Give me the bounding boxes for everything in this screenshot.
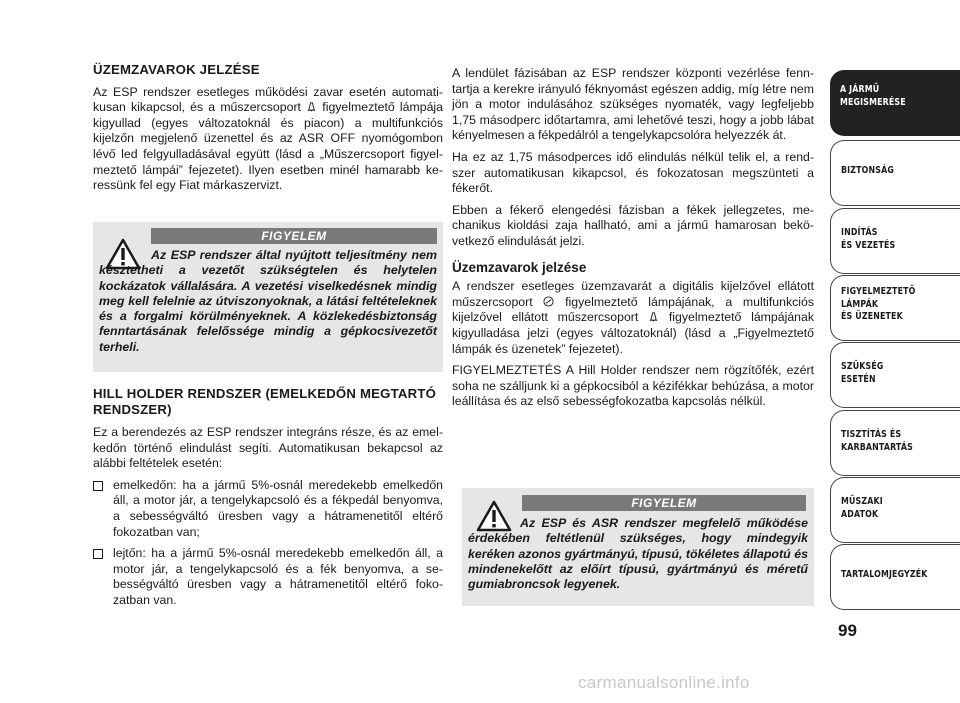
- tab-starting-driving[interactable]: [830, 208, 960, 274]
- warning-text: Az ESP és ASR rendszer megfelelő működése érdekében feltétlenül szükséges, hogy mindegyik keréken azonos gyártmányú, típusú, tökéletes állapotú és mindenekelőtt az előírt típusú, gyártmányú és méretű gumiabroncsok legyenek.: [468, 516, 808, 592]
- list-item: [93, 478, 443, 540]
- tab-label: INDÍTÁS ÉS VEZETÉS: [841, 227, 896, 251]
- tab-label: TISZTÍTÁS ÉS KARBANTARTÁS: [841, 429, 913, 453]
- list-item: [93, 546, 443, 608]
- tab-warning-lamps[interactable]: [830, 275, 960, 341]
- checkbox-bullet-icon: [93, 481, 103, 491]
- tab-safety[interactable]: [830, 140, 960, 206]
- tab-technical-data[interactable]: [830, 477, 960, 543]
- tab-index[interactable]: [830, 544, 960, 610]
- paragraph-start-phase: A lendület fázisában az ESP rendszer központi vezérlése fenntartja a kerekre irányuló féknyomást egészen addig, míg létre nem jön a motor indulásához szükséges nyomaték, vagy legfeljebb 1,75 másodperc időtartamra, ami lehetővé teszi, hogy a jobb lábat kényelmesen a fékpedálról a tengelykapcsolóra helyezzék át.: [452, 66, 814, 143]
- warning-box-esp-performance: [93, 222, 443, 372]
- tab-label: BIZTONSÁG: [841, 165, 894, 176]
- warning-header: FIGYELEM: [151, 228, 437, 244]
- left-column: [93, 62, 443, 200]
- hill-holder-warning-lamp-icon: [543, 296, 554, 307]
- tab-emergency[interactable]: [830, 342, 960, 408]
- paragraph-fault-lamps-part3: figyelmeztető lámpájának kigyulladása jelzi (egyes változatoknál) (lásd a „Figyelmeztető lámpák és üzenetek” fejezetet).: [452, 310, 815, 356]
- paragraph-fault-lamps: [452, 279, 814, 357]
- tab-label: FIGYELMEZTETŐ LÁMPÁK ÉS ÜZENETEK: [841, 286, 916, 322]
- conditions-list: [93, 478, 443, 609]
- warning-text: Az ESP rendszer által nyújtott teljesítmény nem késztetheti a vezetőt szükségtelen és helytelen kockázatok vállalására. A vezetési viselkedésnek mindig meg kell felelnie az útviszonyoknak, a látási feltételeknek és a forgalmi körülményeknek. A közlekedésbiztonság fenntartásának felelőssége mindig a gépkocsivezetőt terheli.: [99, 248, 437, 354]
- paragraph-timeout: Ha ez az 1,75 másodperces idő elindulás nélkül telik el, a rendszer automatikusan kikapcsol, és fokozatosan megszünteti a fékerőt.: [452, 149, 814, 196]
- heading-fault-signalling: ÜZEMZAVAROK JELZÉSE: [93, 62, 260, 77]
- tab-label: MŰSZAKI ADATOK: [841, 496, 883, 520]
- paragraph-esp-fault: [93, 85, 443, 194]
- paragraph-hill-holder-caution: FIGYELMEZTETÉS A Hill Holder rendszer nem rögzítőfék, ezért soha ne szálljunk ki a gépkocsiból a kézifékkar behúzása, a motor leállítása és az első sebességfokozatba kapcsolás nélkül.: [452, 363, 814, 409]
- heading-fault-signalling-sub: Üzemzavarok jelzése: [452, 259, 587, 275]
- checkbox-bullet-icon: [93, 549, 103, 559]
- paragraph-esp-fault-part2: figyelmeztető lámpája kigyullad (egyes változatoknál és piacon) a multifunkciós kijelzőn megjelenő üzenettel és az ASR OFF nyomógombon lévő led felgyulladásával együtt (lásd a „Műszercsoport figyelmeztető lámpái” fejezetet). Ilyen esetben minél hamarabb keressünk fel egy Fiat márkaszervizt.: [93, 100, 443, 193]
- tab-label: SZÜKSÉG ESETÉN: [841, 361, 884, 385]
- esp-warning-lamp-icon: [306, 101, 317, 112]
- paragraph-hill-holder: Ez a berendezés az ESP rendszer integráns része, és az emelkedőn történő elindulást segíti. Automatikusan bekapcsol az alábbi feltételek esetén:: [93, 425, 443, 471]
- tab-label: TARTALOMJEGYZÉK: [841, 569, 928, 580]
- tab-vehicle-familiarization[interactable]: [830, 70, 960, 136]
- left-column-lower: [93, 386, 443, 615]
- page-number: 99: [838, 621, 857, 640]
- tab-maintenance[interactable]: [830, 410, 960, 476]
- warning-header: FIGYELEM: [522, 495, 806, 511]
- heading-hill-holder: HILL HOLDER RENDSZER (EMELKEDŐN MEGTARTÓ RENDSZER): [93, 386, 437, 417]
- paragraph-esp-fault-part1: Az ESP rendszer esetleges működési zavar esetén automatikusan kikapcsol, és a műszercsoport: [93, 84, 443, 115]
- list-item-text: lejtőn: ha a jármű 5%-osnál meredekebb emelkedőn áll, a motor jár, a tengelykapcsoló és a fék benyomva, a sebességváltó üresben vagy a hátramenetitől eltérő fokozatban van.: [113, 546, 443, 607]
- paragraph-fault-lamps-part2: figyelmeztető lámpájának, a multifunkciós kijelzővel ellátott műszercsoport: [452, 294, 814, 325]
- watermark: carmanualsonline.info: [578, 673, 750, 692]
- esp-warning-lamp-icon: [648, 311, 659, 322]
- paragraph-release-noise: Ebben a fékerő elengedési fázisban a fékek jellegzetes, mechanikus kioldási zaja hallható, ami a jármű hamarosan bekövetkező elindulását jelzi.: [452, 202, 814, 248]
- list-item-text: emelkedőn: ha a jármű 5%-osnál meredekebb emelkedőn áll, a motor jár, a tengelykapcsoló és a fékpedál benyomva, a sebességváltó üresben vagy a hátramenetitől eltérő fokozatban van;: [113, 477, 443, 539]
- paragraph-fault-lamps-part1: A rendszer esetleges üzemzavarát a digitális kijelzővel ellátott műszercsoport: [452, 279, 814, 309]
- tab-label: A JÁRMŰ MEGISMERÉSE: [840, 84, 906, 108]
- right-column: [452, 66, 814, 416]
- warning-box-tyres: [462, 488, 814, 606]
